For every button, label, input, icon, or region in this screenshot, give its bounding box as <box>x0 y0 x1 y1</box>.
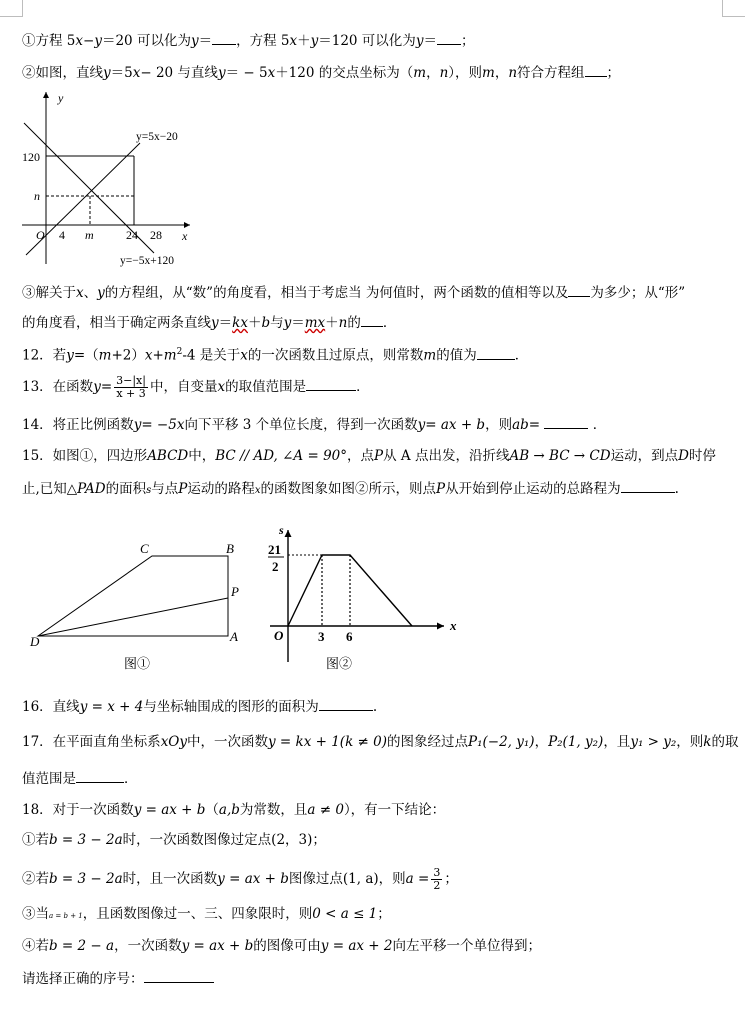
answer-blank[interactable] <box>585 62 607 77</box>
text: a = b + 1 <box>49 912 83 920</box>
text: b <box>261 315 271 331</box>
text: ＝120 可以化为 <box>318 33 416 49</box>
text: -4 是关于 <box>182 347 241 364</box>
tick-28: 28 <box>150 228 162 242</box>
text: ． <box>124 771 138 787</box>
text: n <box>508 65 518 81</box>
s-axis-label: s <box>279 523 284 537</box>
figure-2-area-graph <box>262 522 468 674</box>
text: 的值为 <box>436 347 477 364</box>
text: x <box>75 33 84 49</box>
q18-statement-2 <box>22 864 458 894</box>
answer-blank[interactable] <box>621 478 675 493</box>
answer-blank[interactable] <box>212 30 236 45</box>
text: ＝ − 5 <box>225 65 268 81</box>
text: ； <box>312 832 326 848</box>
text: 时，且一次函数 <box>122 871 218 887</box>
segment-dp <box>38 598 228 636</box>
text: x <box>132 65 141 81</box>
text: =（ <box>73 347 99 364</box>
text: ＝ <box>218 315 233 331</box>
q18-line-1 <box>22 800 445 820</box>
answer-blank[interactable] <box>144 968 214 983</box>
text: 值范围是 <box>22 771 76 787</box>
answer-blank[interactable] <box>477 345 515 360</box>
text: k <box>703 734 712 750</box>
text: ＝ <box>198 33 213 49</box>
text: 的取 <box>711 734 739 750</box>
text: b = 3 − 2a <box>49 832 123 848</box>
text: P <box>435 481 446 497</box>
text: D <box>678 448 689 464</box>
text: ，则 <box>676 734 704 750</box>
text: 止,已知 <box>22 481 67 497</box>
text: P₁(−2, y₁) <box>468 734 535 750</box>
text: ②若 <box>22 871 49 887</box>
text: = <box>528 417 541 433</box>
text: = −5x <box>141 417 185 433</box>
text: 的图像可由 <box>253 938 321 954</box>
text: ①方程 5 <box>22 33 76 49</box>
y-tick-numerator: 21 <box>268 542 281 557</box>
text: b = 2 − a <box>49 938 115 954</box>
text: m <box>413 65 427 81</box>
text: ，且函数图像过一、三、四象限时，则 <box>82 906 313 922</box>
text: 的取值范围是 <box>225 379 307 395</box>
text: m <box>423 347 437 364</box>
text: 中，一次函数 <box>187 734 268 750</box>
text: 从 A 点出发，沿折线 <box>383 448 510 464</box>
q18-statement-4 <box>22 936 541 956</box>
text: 运动的路程 <box>187 481 255 497</box>
vertex-c-label: C <box>140 541 149 556</box>
answer-blank[interactable] <box>361 312 383 327</box>
text: m <box>482 65 495 81</box>
origin-label: O <box>274 628 284 643</box>
text: 为常数，且 <box>239 802 308 818</box>
text: 中， <box>188 448 216 464</box>
trapezoid-abcd <box>38 556 228 636</box>
text: ，方程 5 <box>236 33 290 49</box>
answer-blank[interactable] <box>568 282 590 297</box>
text: b = 3 − 2a <box>49 871 123 887</box>
text: ＋120 的交点坐标为（ <box>275 65 414 81</box>
text: = <box>100 379 113 395</box>
text: n <box>338 315 348 331</box>
text: 的函数图象如图②所示，则点 <box>260 481 436 497</box>
point-p-label: P <box>231 584 239 599</box>
text: x <box>217 379 226 395</box>
text: ． <box>356 379 370 395</box>
text: y <box>97 285 105 301</box>
q14-line <box>22 414 606 435</box>
text: 与 <box>270 315 284 331</box>
line-label-2: y=−5x+120 <box>120 255 174 267</box>
text: 符合方程组 <box>517 65 585 81</box>
text: ＋ <box>247 315 262 331</box>
text: AB → BC → CD <box>509 448 611 464</box>
text: △PAD <box>66 481 106 497</box>
text: x <box>240 347 248 364</box>
text: ，且 <box>603 734 631 750</box>
text: 从开始到停止运动的总路程为 <box>445 481 621 497</box>
text: ＋ <box>325 315 339 331</box>
vertex-d-label: D <box>30 634 40 649</box>
fraction-denominator: 2 <box>433 879 441 892</box>
text: 与点 <box>151 481 179 497</box>
text: ， <box>494 65 509 81</box>
text: ，一次函数 <box>114 938 182 954</box>
text: kx <box>232 315 248 331</box>
q18-statement-3 <box>22 904 391 926</box>
x-tick-3: 3 <box>318 629 325 644</box>
corner-mark-right <box>722 0 745 17</box>
q17-line-1 <box>22 732 738 752</box>
text: 的方程组，从“数”的角度看，相当于考虑当 为何值时，两个函数的值相等以及 <box>104 285 569 301</box>
text: mx <box>304 315 326 331</box>
text: ①若 <box>22 832 49 848</box>
n-label: n <box>34 189 40 203</box>
text: = ax + b <box>425 417 486 433</box>
text: 、 <box>83 285 98 301</box>
text: 16．直线 <box>22 699 80 715</box>
origin-label: O <box>36 228 45 242</box>
text: （ <box>205 802 219 818</box>
intersection-graph <box>22 88 202 268</box>
text: BC // AD, ∠A = 90° <box>215 448 348 464</box>
fraction-denominator: x + 3 <box>116 387 146 400</box>
text: 13．在函数 <box>22 379 94 395</box>
x-axis-label: x <box>182 229 188 243</box>
text: ； <box>606 65 621 81</box>
fraction <box>114 375 148 400</box>
q18-ask <box>22 968 214 989</box>
x-axis-label: x <box>450 618 457 633</box>
text: 为多少；从“形” <box>590 285 686 301</box>
text: m <box>98 347 112 364</box>
text: ． <box>514 347 529 364</box>
text: 时，一次函数图像过定点 <box>122 832 272 848</box>
text: P <box>178 481 188 497</box>
text: s <box>146 485 152 496</box>
text: ． <box>382 315 397 331</box>
q13-line <box>22 372 370 402</box>
text: y <box>94 33 102 49</box>
text: ， <box>534 734 549 750</box>
text: y <box>415 33 424 49</box>
text: P <box>374 448 384 464</box>
text: 向下平移 3 个单位长度，得到一次函数 <box>184 417 418 433</box>
text: P₂(1, y₂) <box>548 734 604 750</box>
y-120-label: 120 <box>22 150 40 164</box>
text: y = ax + 2 <box>320 938 393 954</box>
text: y <box>310 33 319 49</box>
text: ＋ <box>297 33 311 49</box>
text: y = ax + b <box>181 938 254 954</box>
vertex-a-label: A <box>230 629 238 644</box>
text: ＝5 <box>110 65 133 81</box>
text: 中，自变量 <box>149 379 218 395</box>
text: ， <box>426 65 440 81</box>
y-axis-arrow <box>43 92 49 98</box>
text: y <box>217 65 226 81</box>
figure-2-caption: 图② <box>326 656 353 671</box>
corner-mark-left <box>0 0 23 17</box>
text: ④若 <box>22 938 49 954</box>
tick-24: 24 <box>126 228 138 242</box>
text: y <box>211 315 219 331</box>
answer-blank[interactable] <box>437 30 461 45</box>
text: − 20 与直线 <box>140 65 218 81</box>
text: 图像过点 <box>288 871 343 887</box>
text: ），有一下结论： <box>343 802 446 818</box>
text: ； <box>460 33 475 49</box>
text: 的图象经过点 <box>387 734 468 750</box>
q11-line-2 <box>22 62 620 83</box>
text: ； <box>377 906 391 922</box>
text: y₁ > y₂ <box>630 734 677 750</box>
text: ③解关于 <box>22 285 76 301</box>
fraction <box>431 867 442 892</box>
text: a = <box>405 871 430 887</box>
text: x <box>76 285 84 301</box>
text: xOy <box>160 734 187 750</box>
text: ab <box>512 417 529 433</box>
x-tick-6: 6 <box>346 629 353 644</box>
q12-line <box>22 342 528 366</box>
figure-1-caption: 图① <box>124 656 151 671</box>
x-axis-arrow <box>184 222 190 228</box>
q15-line-1 <box>22 446 716 466</box>
text: 17．在平面直角坐标系 <box>22 734 161 750</box>
text: ，则 <box>378 871 406 887</box>
text: 请选择正确的序号： <box>22 971 144 987</box>
text: y <box>133 417 142 433</box>
superscript: 2 <box>176 347 183 357</box>
text: 12．若 <box>22 347 67 364</box>
text: n <box>439 65 449 81</box>
text: 的 <box>347 315 361 331</box>
answer-blank[interactable] <box>319 696 373 711</box>
text: . <box>372 699 378 715</box>
text: 15．如图①，四边形 <box>22 448 148 464</box>
text: y <box>190 33 199 49</box>
text: 0 < a ≤ 1 <box>312 906 378 922</box>
text: y <box>283 315 292 331</box>
fraction-numerator: 3−|x| <box>116 374 146 387</box>
y-tick-denominator: 2 <box>272 559 279 574</box>
fraction-numerator: 3 <box>433 866 441 879</box>
tick-4: 4 <box>59 228 65 242</box>
text: ． <box>592 417 607 433</box>
text: ABCD <box>147 448 189 464</box>
text: 时停 <box>688 448 716 464</box>
text: y = x + 4 <box>79 699 144 715</box>
text: y <box>417 417 426 433</box>
text: 的一次函数且过原点，则常数 <box>247 347 424 364</box>
answer-blank[interactable] <box>544 414 588 429</box>
text: 的面积 <box>105 481 147 497</box>
text: a ≠ 0 <box>307 802 344 818</box>
text: x <box>254 485 261 496</box>
text: ，则 <box>485 417 513 433</box>
text: m <box>163 347 177 364</box>
q11-line-1 <box>22 30 474 51</box>
text: y = ax + b <box>217 871 289 887</box>
text: ，点 <box>347 448 375 464</box>
text: − <box>83 33 95 49</box>
text: 向左平移一个单位得到； <box>392 938 541 954</box>
text: a,b <box>218 802 240 818</box>
y-axis-label: y <box>58 91 64 105</box>
text: y <box>93 379 101 395</box>
q11-line-3 <box>22 282 685 303</box>
q15-line-2 <box>22 478 679 501</box>
text: x <box>289 33 298 49</box>
text: ＝ <box>291 315 305 331</box>
text: 14．将正比例函数 <box>22 417 134 433</box>
x-axis-arrow <box>437 623 444 630</box>
text: (2，3) <box>271 832 313 848</box>
text: x <box>144 347 153 364</box>
text: 的角度看，相当于确定两条直线 <box>22 315 211 331</box>
text: 运动，到点 <box>610 448 679 464</box>
text: ②如图，直线 <box>22 65 103 81</box>
text: x <box>267 65 276 81</box>
vertex-b-label: B <box>226 541 234 556</box>
s-axis-arrow <box>285 530 292 537</box>
text: y <box>103 65 111 81</box>
q16-line <box>22 696 377 717</box>
text: . <box>674 481 679 497</box>
text: 18．对于一次函数 <box>22 802 134 818</box>
text: ＝20 可以化为 <box>101 33 191 49</box>
q17-line-2 <box>22 768 138 789</box>
text: y = kx + 1(k ≠ 0) <box>268 734 387 750</box>
q18-statement-1 <box>22 830 326 850</box>
figure-1-trapezoid <box>28 540 248 674</box>
line-label-1: y=5x−20 <box>136 131 178 143</box>
text: ），则 <box>448 65 483 81</box>
text: ＝ <box>423 33 437 49</box>
text: ③当 <box>22 906 49 922</box>
text: 与坐标轴围成的图形的面积为 <box>143 699 319 715</box>
text: ； <box>444 871 458 887</box>
answer-blank[interactable] <box>306 376 356 391</box>
q11-line-4 <box>22 312 396 333</box>
text: y <box>66 347 74 364</box>
tick-m: m <box>85 228 94 242</box>
text: y = ax + b <box>133 802 206 818</box>
answer-blank[interactable] <box>76 768 124 783</box>
text: (1, a) <box>342 871 379 887</box>
text: + <box>152 347 164 364</box>
text: +2） <box>111 347 145 364</box>
